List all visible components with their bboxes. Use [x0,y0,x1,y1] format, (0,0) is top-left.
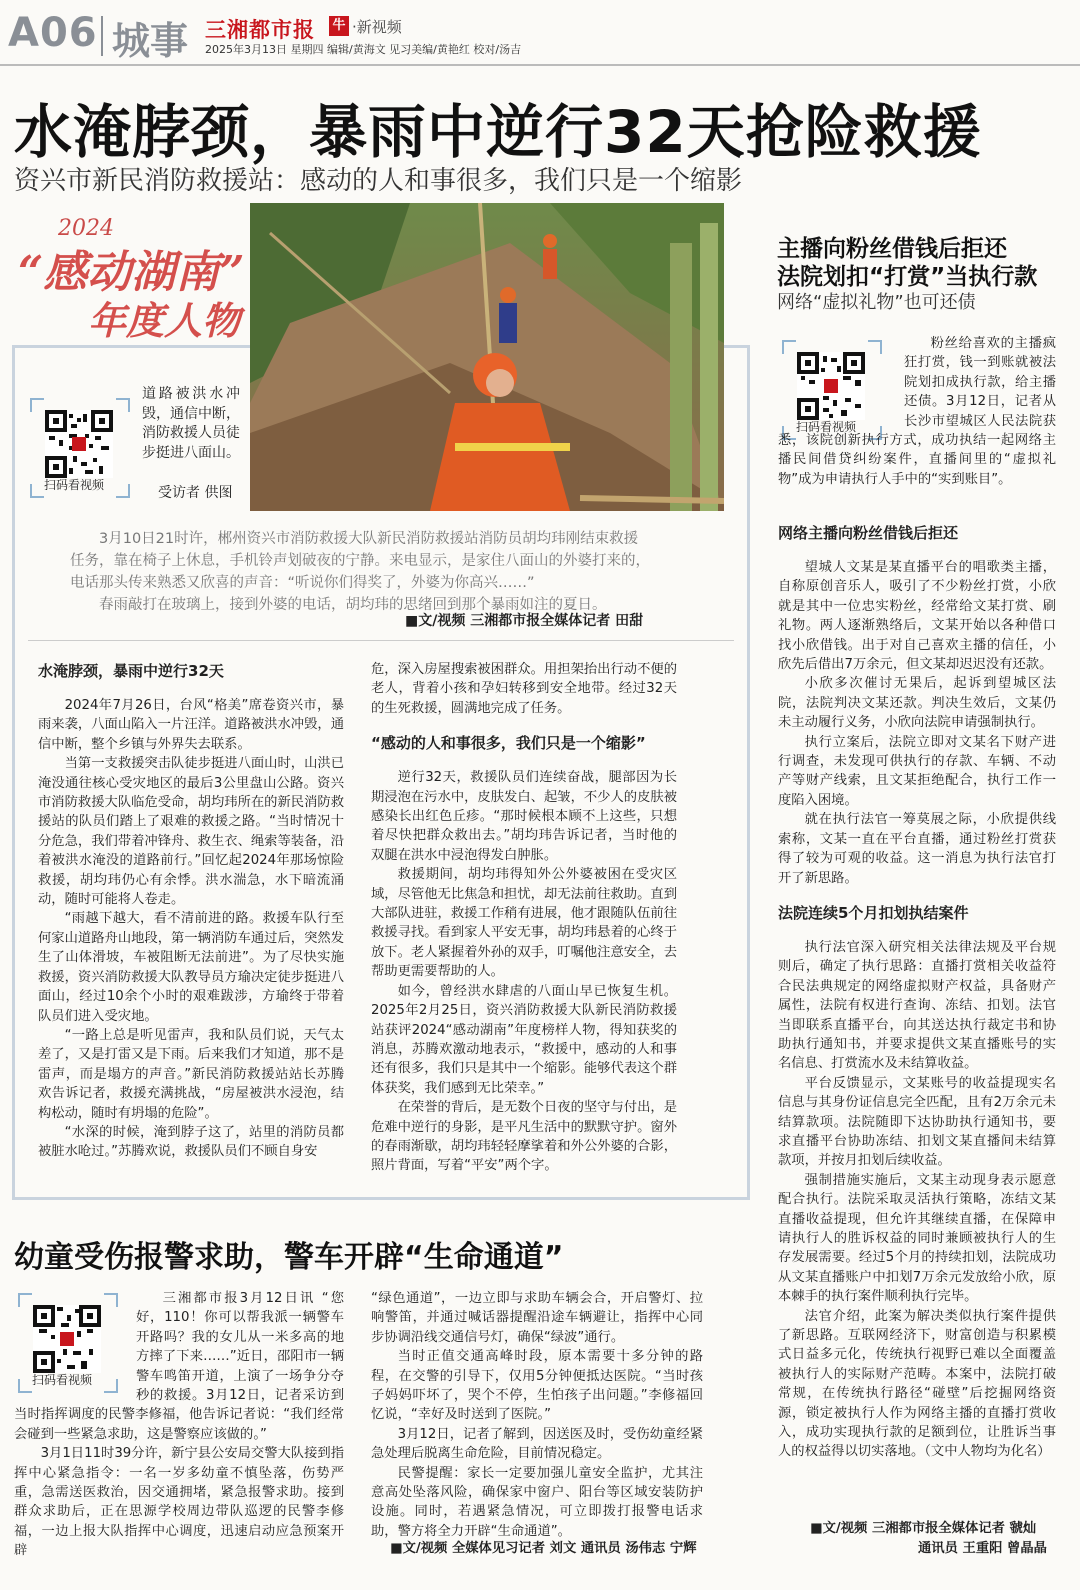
paragraph: 逆行32天，救援队员们连续奋战，腿部因为长期浸泡在污水中，皮肤发白、起皱，不少人的皮肤被感染长出红色丘疹。“那时候根本顾不上这些，只想着尽快把群众救出去。”胡均玮告诉记者，当时他的双腿在洪水中浸泡得发白肿胀。 [371,770,677,863]
paragraph: 执行立案后，法院立即对文某名下财产进行调查，未发现可供执行的存款、车辆、不动产等财产线索，且文某拒绝配合，执行工作一度陷入困境。 [778,734,1056,808]
paragraph: 3月1日11时39分许，新宁县公安局交警大队接到指挥中心紧急指令：一名一岁多幼童不慎坠落，伤势严重，急需送医救治，因交通拥堵，紧急报警求助。接到群众求助后，正在思源学校周边带队巡逻的民警李修福，一边上报大队指挥中心调度，迅速启动应急预案开辟 [14,1446,344,1559]
photo-caption: 道路被洪水冲毁，通信中断，消防救援人员徒步挺进八面山。 [142,386,240,461]
paragraph: 平台反馈显示，文某账号的收益提现实名信息与其身份证信息完全匹配，且有2万余元未结算款项。法院随即下达协助执行通知书，要求直播平台协助冻结、扣划文某直播间未结算款项，并按月扣划后续收益。 [778,1075,1056,1169]
section-heading: “感动的人和事很多，我们只是一个缩影” [371,734,646,753]
paragraph: 危，深入房屋搜索被困群众。用担架抬出行动不便的老人，背着小孩和孕妇转移到安全地带。经过32天的生死救援，圆满地完成了任务。 [371,662,677,716]
main-article-column-1 [38,660,344,1162]
qr-float-spacer [778,334,904,430]
honor-subtitle: 年度人物 [88,298,241,343]
honor-year: 2024 [58,216,114,241]
qr-label: 扫码看视频 [44,478,105,492]
lead-paragraph: 春雨敲打在玻璃上，接到外婆的电话，胡均玮的思绪回到那个暴雨如注的夏日。 [99,597,607,613]
rescue-photo [250,203,724,511]
masthead-info: 2025年3月13日 星期四 编辑/黄海文 见习美编/黄艳红 校对/汤吉 [205,43,522,56]
qr-code-icon[interactable] [30,398,130,498]
paragraph: 3月12日，记者了解到，因送医及时，受伤幼童经紧急处理后脱离生命危险，目前情况稳定。 [371,1426,703,1462]
bottom-article-column-2 [371,1289,703,1541]
paragraph: “绿色通道”，一边立即与求助车辆会合，开启警灯、拉响警笛，并通过喊话器提醒沿途车辆避让，指挥中心同步协调沿线交通信号灯，确保“绿波”通行。 [371,1291,703,1345]
right-byline: ■文/视频 三湘都市报全媒体记者 虢灿 [810,1521,1037,1536]
bottom-byline: ■文/视频 全媒体见习记者 刘文 通讯员 汤伟志 宁辉 [390,1541,697,1556]
masthead-rule [0,64,1080,66]
right-headline-line-1: 主播向粉丝借钱后拒还 [777,236,1007,262]
paragraph: 如今，曾经洪水肆虐的八面山早已恢复生机。2025年2月25日，资兴消防救援大队新民消防救援站获评2024“感动湖南”年度榜样人物，得知获奖的消息，苏腾欢激动地表示，“救援中，感动的人和事还有很多，我们只是其中一个缩影。能够代表这个群体获奖，我们感到无比荣幸。” [371,983,677,1096]
video-brand: ·新视频 [352,18,402,36]
paragraph: 就在执行法官一筹莫展之际，小欣提供线索称，文某一直在平台直播，通过粉丝打赏获得了较为可观的收益。这一消息为执行法官打开了新思路。 [778,812,1056,886]
paragraph: 执行法官深入研究相关法律法规及平台规则后，确定了执行思路：直播打赏相关收益符合民法典规定的网络虚拟财产权益，具备财产属性，法院有权进行查询、冻结、扣划。法官当即联系直播平台，向其送达执行裁定书和协助执行通知书，并要求提供文某直播账号的实名信息、打赏流水及未结算收益。 [778,939,1056,1072]
paragraph: 当时正值交通高峰时段，原本需要十多分钟的路程，在交警的引导下，仅用5分钟便抵达医院。“当时孩子妈妈吓坏了，哭个不停，生怕孩子出问题。”李修福回忆说，“幸好及时送到了医院。” [371,1349,703,1423]
qr-label: 扫码看视频 [32,1373,93,1387]
paragraph: 强制措施实施后，文某主动现身表示愿意配合执行。法院采取灵活执行策略，冻结文某直播收益提现，但允许其继续直播，在保障申请执行人的胜诉权益的同时兼顾被执行人的生存发展需要。经过5个月的持续扣划，法院成功从文某直播账户中扣划7万余元发放给小欣，原本棘手的执行案件顺利执行完毕。 [778,1172,1056,1305]
right-article-intro [778,334,1056,489]
qr-label: 扫码看视频 [796,420,857,434]
article-lead [70,528,650,616]
main-subheadline: 资兴市新民消防救援站：感动的人和事很多，我们只是一个缩影 [14,166,743,196]
qr-float-spacer [14,1289,136,1403]
paragraph: 粉丝给喜欢的主播疯狂打赏，钱一到账就被法院划扣成执行款，给主播还债。3月12日，记者从长沙市望城区人民法院获悉，该院创新执行方式，成功执结一起网络主播民间借贷纠纷案件，直播间里的“虚拟礼物”成为申请执行人手中的“实到账目”。 [778,336,1056,487]
bottom-headline: 幼童受伤报警求助，警车开辟“生命通道” [14,1240,564,1275]
section-heading: 法院连续5个月扣划执结案件 [778,903,969,922]
paragraph: 在荣誉的背后，是无数个日夜的坚守与付出，是危难中逆行的身影，是平凡生活中的默默守护。窗外的春雨渐歇，胡均玮轻轻摩挲着和外公外婆的合影，照片背面，写着“平安”两个字。 [371,1100,677,1174]
paragraph: “雨越下越大，看不清前进的路。救援车队行至何家山道路舟山地段，第一辆消防车通过后，突然发生了山体滑坡，车被阻断无法前进”。为了尽快实施救援，资兴消防救援大队教导员方瑜决定徒步挺进八面山，经过10余个小时的艰难跋涉，方瑜终于带着队员们进入受灾地。 [38,911,344,1024]
section-heading: 水淹脖颈，暴雨中逆行32天 [38,662,224,680]
divider [28,640,734,641]
right-byline-2: 通讯员 王重阳 曾晶晶 [918,1541,1047,1556]
paragraph: 小欣多次催讨无果后，起诉到望城区法院，法院判决文某还款。判决生效后，文某仍未主动履行义务，小欣向法院申请强制执行。 [778,676,1056,731]
paragraph: 三湘都市报3月12日讯 “您好，110！你可以帮我派一辆警车开路吗？我的女儿从一米多高的地方摔了下来……”近日，邵阳市一辆警车鸣笛开道，上演了一场争分夺秒的救援。3月12日，记者采访到当时指挥调度的民警李修福，他告诉记者说：“我们经常会碰到一些紧急求助，这是警察应该做的。” [14,1291,344,1442]
paragraph: “一路上总是听见雷声，我和队员们说，天气太差了，又是打雷又是下雨。后来我们才知道，那不是雷声，而是塌方的声音。”新民消防救援站站长苏腾欢告诉记者，救援充满挑战，“房屋被洪水浸泡，结构松动，随时有坍塌的危险”。 [38,1027,344,1121]
article-byline: ■文/视频 三湘都市报全媒体记者 田甜 [405,613,644,629]
brand-badge-icon: 牛 [329,16,349,36]
main-article-column-2 [371,660,677,1176]
honor-title: “感动湖南” [18,247,245,298]
page-number: A06 [8,10,98,56]
paragraph: 当第一支救援突击队徒步挺进八面山时，山洪已淹没通往核心受灾地区的最后3公里盘山公路。资兴市消防救援大队临危受命，胡均玮所在的新民消防救援站的队员们踏上了艰难的救援之路。“当时情况十分危急，我们带着冲锋舟、救生衣、绳索等装备，沿着被洪水淹没的道路前行。”回忆起2024年那场惊险救援，胡均玮仍心有余悸。洪水湍急，水下暗流涌动，随时可能将人卷走。 [38,756,344,908]
paragraph: 民警提醒：家长一定要加强儿童安全监护，尤其注意高处坠落风险，确保家中窗户、阳台等区域安装防护设施。同时，若遇紧急情况，可立即拨打报警电话求助，警方将全力开辟“生命通道”。 [371,1465,703,1539]
section-heading: 网络主播向粉丝借钱后拒还 [778,524,959,542]
newspaper-logo: 三湘都市报 [205,17,315,42]
right-headline-line-2: 法院划扣“打赏”当执行款 [777,264,1038,290]
paragraph: 救援期间，胡均玮得知外公外婆被困在受灾区域，尽管他无比焦急和担忧，却无法前往救助。直到大部队进驻，救援工作稍有进展，他才跟随队伍前往救援寻找。看到家人平安无事，胡均玮悬着的心终于放下。老人紧握着外孙的双手，叮嘱他注意安全，去帮助更需要帮助的人。 [371,867,677,980]
paragraph: 2024年7月26日，台风“格美”席卷资兴市，暴雨来袭，八面山陷入一片汪洋。道路被洪水冲毁，通信中断，整个乡镇与外界失去联系。 [38,698,344,752]
masthead-divider [101,16,103,56]
lead-paragraph: 3月10日21时许，郴州资兴市消防救援大队新民消防救援站消防员胡均玮刚结束救援任务，靠在椅子上休息，手机铃声划破夜的宁静。来电显示，是家住八面山的外婆打来的，电话那头传来熟悉又欣喜的声音：“听说你们得奖了，外婆为你高兴……” [70,531,650,591]
main-headline: 水淹脖颈，暴雨中逆行32天抢险救援 [14,98,982,166]
paragraph: “水深的时候，淹到脖子这了，站里的消防员都被脏水呛过。”苏腾欢说，救援队员们不顾自身安 [38,1124,344,1160]
photo-credit: 受访者 供图 [158,485,233,501]
paragraph: 法官介绍，此案为解决类似执行案件提供了新思路。互联网经济下，财富创造与积累模式日益多元化，传统执行视野已难以全面覆盖被执行人的实际财产范畴。本案中，法院打破常规，在传统执行路径“碰壁”后挖掘网络资源，锁定被执行人作为网络主播的直播打赏收入，成功实现执行款的足额到位，让胜诉当事人的权益得以切实落地。（文中人物均为化名） [778,1308,1056,1460]
right-article-body [778,522,1056,1462]
bottom-article-column-1 [14,1289,344,1561]
paragraph: 望城人文某是某直播平台的唱歌类主播，自称原创音乐人，吸引了不少粉丝打赏，小欣就是其中一位忠实粉丝，经常给文某打赏、刷礼物。两人逐渐熟络后，文某开始以各种借口找小欣借钱。出于对自己喜欢主播的信任，小欣先后借出7万余元，但文某却迟迟没有还款。 [778,560,1056,673]
section-title: 城事 [112,19,189,63]
right-subheadline: 网络“虚拟礼物”也可还债 [777,292,976,313]
